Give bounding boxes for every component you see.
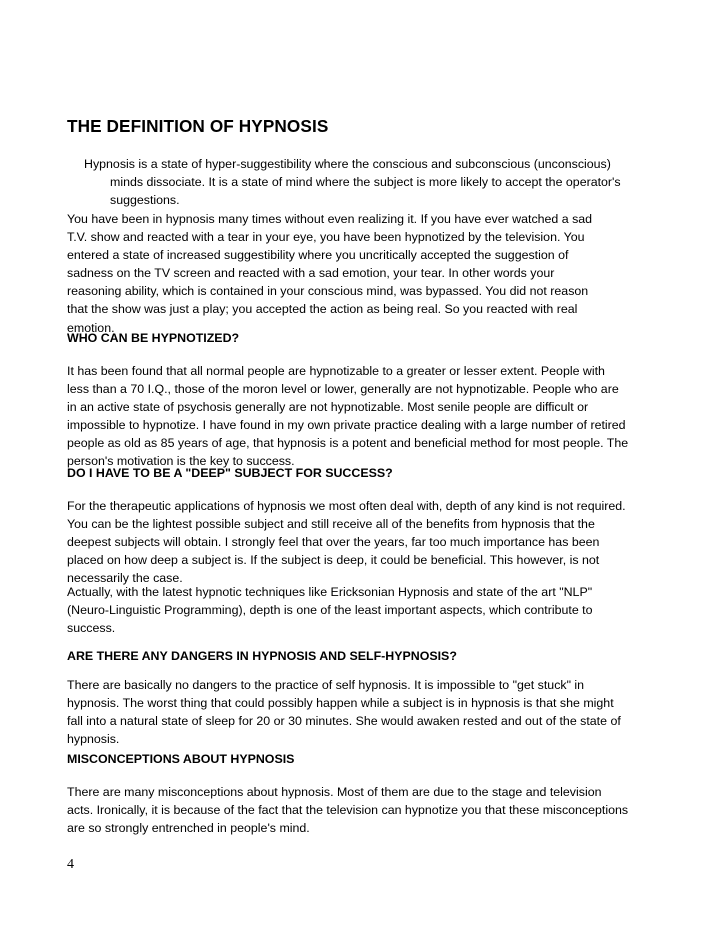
- paragraph-line: There are basically no dangers to the practice of self hypnosis. It is impossible to "get stuck" in: [67, 678, 585, 692]
- misconceptions-paragraph: [67, 783, 677, 837]
- paragraph-line: fall into a natural state of sleep for 20 or 30 minutes. She would awaken rested and out of the state of: [67, 714, 621, 729]
- definition-paragraph: [84, 155, 674, 209]
- definition-line: suggestions.: [110, 193, 180, 207]
- paragraph-line: entered a state of increased suggestibility where you uncritically accepted the suggestion of: [67, 248, 569, 263]
- dangers-paragraph: [67, 676, 677, 748]
- paragraph-line: sadness on the TV screen and reacted with a sad emotion, your tear. In other words your: [67, 266, 555, 281]
- paragraph-line: success.: [67, 621, 116, 636]
- paragraph-line: impossible to hypnotize. I have found in my own private practice dealing with a large number of retired: [67, 418, 626, 433]
- paragraph-line: hypnosis.: [67, 732, 120, 747]
- paragraph-line: reasoning ability, which is contained in your conscious mind, was bypassed. You did not reason: [67, 284, 589, 299]
- paragraph-line: placed on how deep a subject is. If the subject is deep, it could be beneficial. This however, is not: [67, 553, 600, 568]
- paragraph-line: (Neuro-Linguistic Programming), depth is one of the least important aspects, which contribute to: [67, 603, 593, 618]
- page-title: THE DEFINITION OF HYPNOSIS: [67, 116, 329, 136]
- deep-paragraph-2: [67, 583, 677, 637]
- deep-paragraph: [67, 497, 677, 587]
- paragraph-line: that the show was just a play; you accepted the action as being real. So you reacted with real: [67, 302, 578, 317]
- section-heading-misconceptions: MISCONCEPTIONS ABOUT HYPNOSIS: [67, 752, 295, 766]
- page-number: 4: [67, 857, 74, 872]
- paragraph-line: deepest subjects will obtain. I strongly feel that over the years, far too much importance has been: [67, 535, 600, 550]
- paragraph-line: For the therapeutic applications of hypnosis we most often deal with, depth of any kind is not required.: [67, 499, 626, 513]
- paragraph-line: T.V. show and reacted with a tear in your eye, you have been hypnotized by the television. You: [67, 230, 585, 245]
- section-heading-dangers: ARE THERE ANY DANGERS IN HYPNOSIS AND SELF-HYPNOSIS?: [67, 649, 457, 663]
- definition-line: Hypnosis is a state of hyper-suggestibility where the conscious and subconscious (unconscious): [84, 157, 611, 171]
- definition-line: minds dissociate. It is a state of mind where the subject is more likely to accept the operator's: [110, 175, 621, 189]
- paragraph-line: person's motivation is the key to success.: [67, 454, 295, 469]
- section-heading-deep: DO I HAVE TO BE A "DEEP" SUBJECT FOR SUCCESS?: [67, 466, 393, 480]
- intro-paragraph: [67, 210, 677, 337]
- paragraph-line: necessarily the case.: [67, 571, 183, 586]
- section-heading-who: WHO CAN BE HYPNOTIZED?: [67, 331, 240, 345]
- who-paragraph: [67, 362, 677, 471]
- paragraph-line: hypnosis. The worst thing that could possibly happen while a subject is in hypnosis is that she might: [67, 696, 614, 711]
- paragraph-line: There are many misconceptions about hypnosis. Most of them are due to the stage and television: [67, 785, 602, 799]
- paragraph-line: people as old as 85 years of age, that hypnosis is a potent and beneficial method for most people. The: [67, 436, 629, 451]
- paragraph-line: emotion.: [67, 320, 115, 335]
- paragraph-line: You have been in hypnosis many times without even realizing it. If you have ever watched a sad: [67, 212, 593, 226]
- paragraph-line: Actually, with the latest hypnotic techniques like Ericksonian Hypnosis and state of the art "NLP": [67, 585, 593, 599]
- paragraph-line: in an active state of psychosis generally are not hypnotizable. Most senile people are difficult or: [67, 400, 589, 415]
- paragraph-line: acts. Ironically, it is because of the fact that the television can hypnotize you that these misconceptions: [67, 803, 629, 818]
- paragraph-line: It has been found that all normal people are hypnotizable to a greater or lesser extent. People with: [67, 364, 605, 378]
- paragraph-line: are so strongly entrenched in people's mind.: [67, 821, 310, 836]
- paragraph-line: less than a 70 I.Q., those of the moron level or lower, generally are not hypnotizable. People who are: [67, 382, 619, 397]
- paragraph-line: You can be the lightest possible subject and still receive all of the benefits from hypnosis that the: [67, 517, 595, 532]
